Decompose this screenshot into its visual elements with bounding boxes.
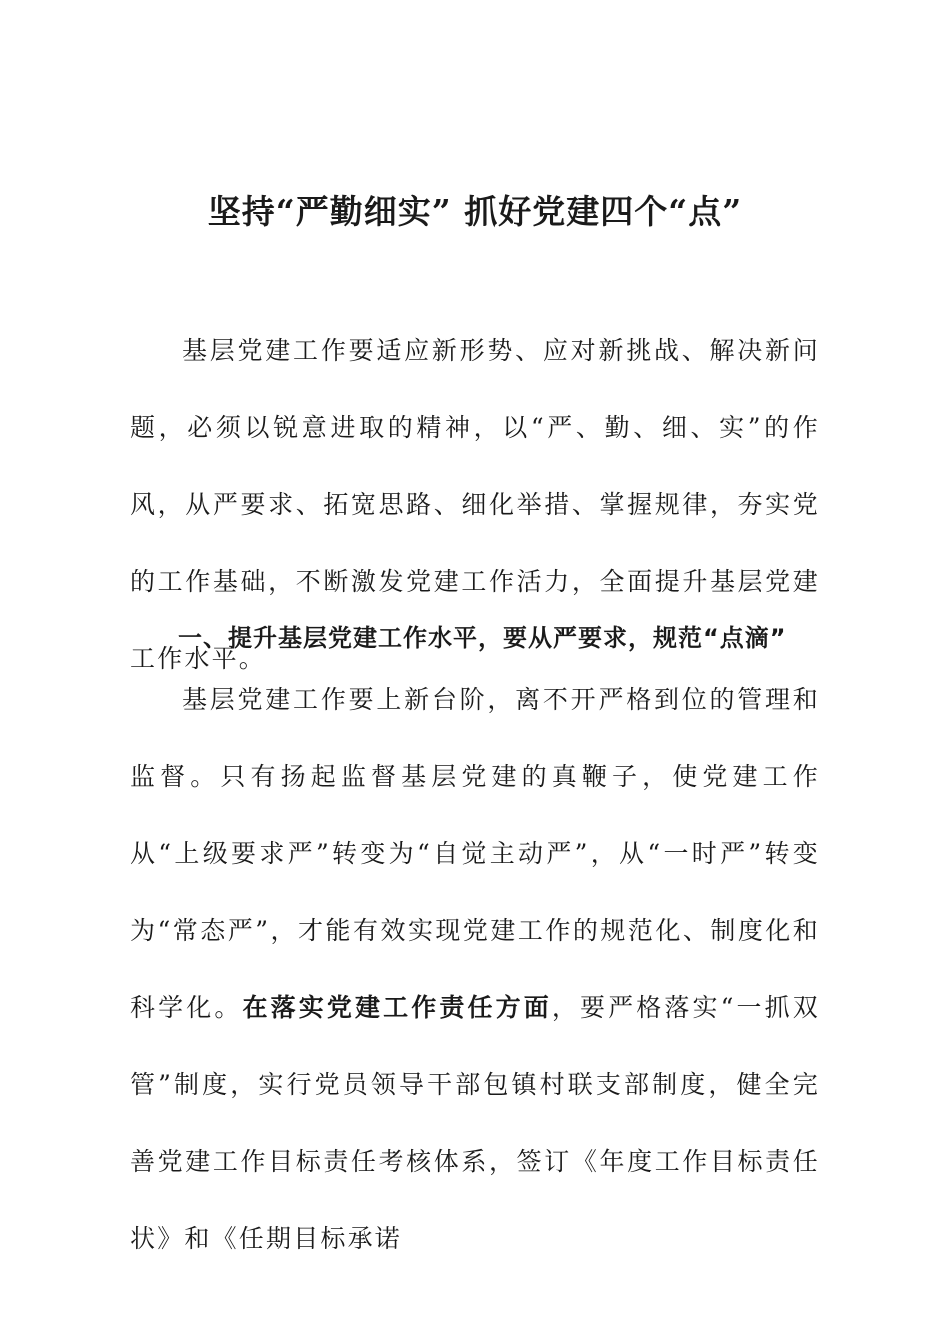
document-title: 坚持“严勤细实” 抓好党建四个“点” — [207, 192, 743, 231]
intro-paragraph: 基层党建工作要适应新形势、应对新挑战、解决新问题，必须以锐意进取的精神，以“严、勤、细、实”的作风，从严要求、拓宽思路、细化举措、掌握规律，夯实党的工作基础，不断激发党建工作活力，全面提升基层党建工作水平。 — [130, 336, 820, 673]
section-1-text-a: 基层党建工作要上新台阶，离不开严格到位的管理和监督。只有扬起监督基层党建的真鞭子，使党建工作从“上级要求严”转变为“自觉主动严”，从“一时严”转变为“常态严”，才能有效实现党建工作的规范化、制度化和科学化。 — [130, 685, 820, 1022]
section-1-text-b: ，要严格落实“一抓双管”制度，实行党员领导干部包镇村联支部制度，健全完善党建工作目标责任考核体系，签订《年度工作目标责任状》和《任期目标承诺 — [130, 993, 820, 1253]
section-heading-1: 一、提升基层党建工作水平，要从严要求，规范“点滴” — [178, 624, 787, 652]
section-1-emphasis: 在落实党建工作责任方面 — [242, 993, 552, 1022]
section-1-paragraph — [130, 661, 820, 1277]
